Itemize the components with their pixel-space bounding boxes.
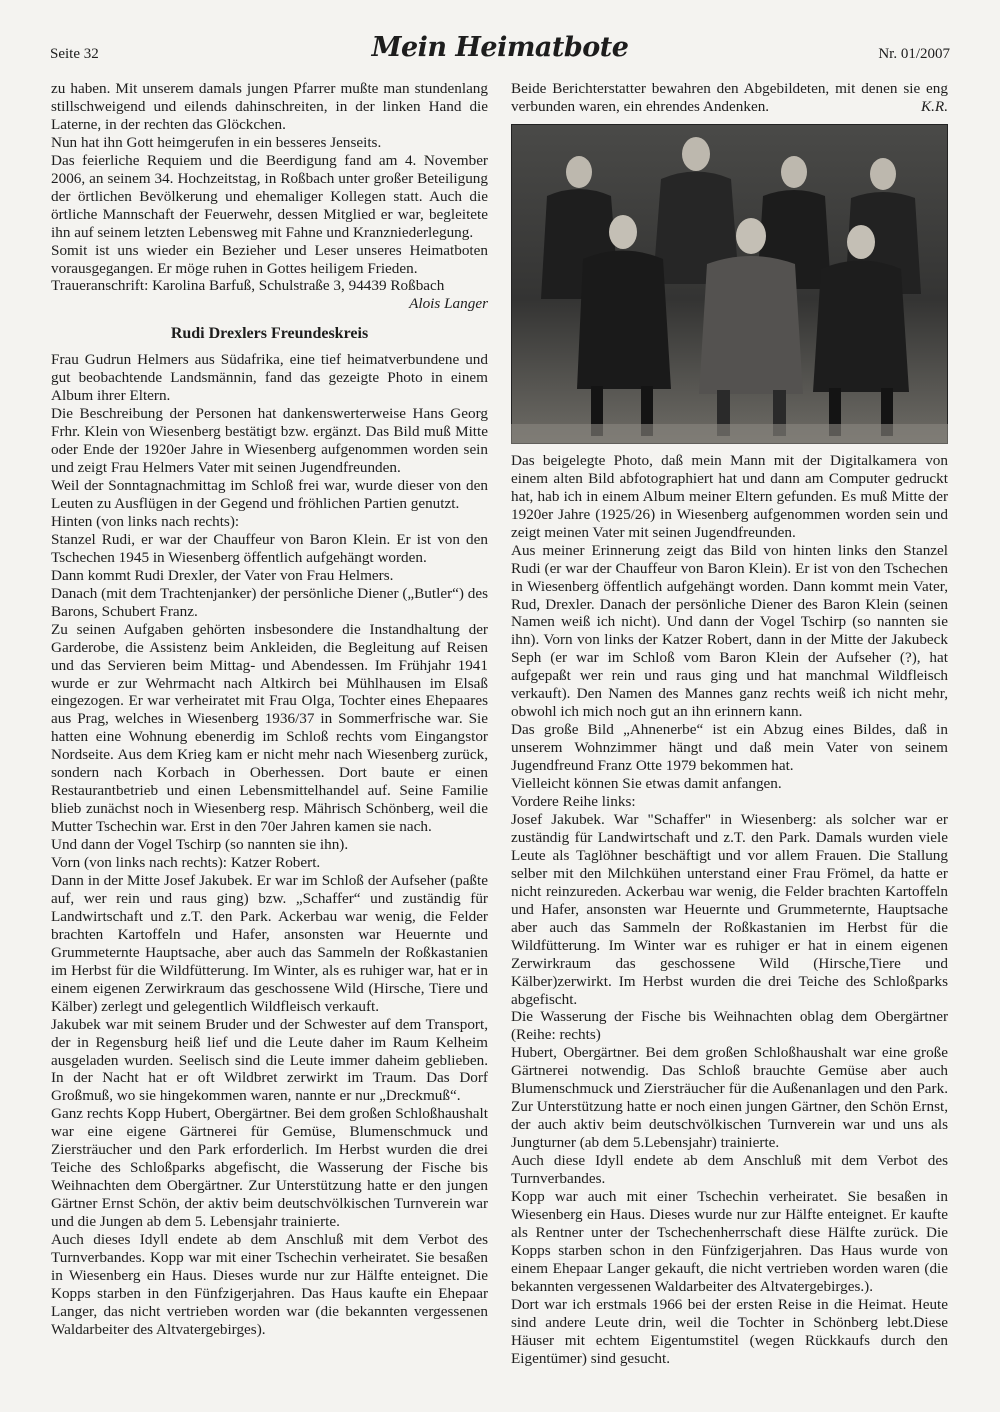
paragraph: Zu seinen Aufgaben gehörten insbesondere die Instandhaltung der Garderobe, die Assistenz beim Ankleiden, die Begleitung auf Reisen und das Servieren beim Mittag- und Abendessen. Im Frühjahr 1941 wurde er zur Wehrmacht nach Altkirch bei Mühlhausen im Elsaß eingezogen. Er war verheiratet mit Frau Olga, Tochter eines Ehepaares aus Prag, welches in Wiesenberg 1936/37 in Sommerfrische war. Sie hatten eine Wohnung ebenerdig im Schloß rechts vom Eingangstor Nordseite. Aus dem Krieg kam er nicht mehr nach Wiesenberg zurück, sondern nach Korbach in Oberhessen. Dort baute er einen Restaurantbetrieb und einen Lebensmittelhandel auf. Seine Familie blieb zunächst noch in Wiesenberg resp. Mährisch Schönberg, weil die Mutter Tschechin war. Erst in den 70er Jahren kamen sie nach. [51, 620, 488, 836]
group-photo [511, 124, 948, 444]
paragraph: Weil der Sonntagnachmittag im Schloß frei war, wurde dieser von den Leuten zu Ausflügen in der Gegend und fröhlichen Partien genutzt. [51, 477, 488, 512]
photo-floor [511, 424, 948, 444]
paragraph: Und dann der Vogel Tschirp (so nannten sie ihn). [51, 836, 349, 854]
paragraph: Das große Bild „Ahnenerbe“ ist ein Abzug eines Bildes, daß in unserem Wohnzimmer hängt und daß mein Vater von seinem Jugendfreund Franz Otte 1979 bekommen hat. [511, 721, 948, 775]
paragraph: Vorn (von links nach rechts): Katzer Robert. [51, 854, 321, 872]
author-signature: Alois Langer [409, 295, 488, 313]
masthead-logo: Mein Heimatbote [371, 32, 629, 63]
paragraph: Das feierliche Requiem und die Beerdigung fand am 4. November 2006, an seinem 34. Hochzeitstag, in Roßbach unter großer Beteiligung der örtlichen Bevölkerung und ehemaliger Kollegen statt. Auch die örtliche Mannschaft der Feuerwehr, dessen Mitglied er war, begleitete ihn auf seinem letzten Lebensweg mit Fahne und Kranzniederlegung. [51, 151, 488, 241]
paragraph-text: Beide Berichterstatter bewahren den Abgebildeten, mit denen sie eng verbunden waren, ein ehrendes Andenken. [511, 80, 948, 115]
page-number: Seite 32 [50, 46, 99, 62]
page-header [50, 32, 950, 78]
paragraph: Ganz rechts Kopp Hubert, Obergärtner. Bei dem großen Schloßhaushalt war eine eigene Gärtnerei für Gemüse, Blumenschmuck und Ziersträucher und den Park erforderlich. Im Herbst wurden die drei Teiche des Schloßparks abgefischt, die Wasserung der Fische bis Weihnachten dem Obergärtner. Zur Unterstützung hatte er den jungen Gärtner Ernst Schön, der aktiv beim deutschvölkischen Turnverein war und die Jungen ab dem 5. Lebensjahr trainierte. [51, 1105, 488, 1231]
paragraph: Traueranschrift: Karolina Barfuß, Schulstraße 3, 94439 Roßbach [51, 277, 445, 295]
paragraph: Auch diese Idyll endete ab dem Anschluß mit dem Verbot des Turnverbandes. [511, 1152, 948, 1188]
paragraph: Frau Gudrun Helmers aus Südafrika, eine tief heimatverbundene und gut beobachtende Landsmännin, fand das gezeigte Photo in einem Album ihrer Eltern. [51, 351, 488, 405]
paragraph: zu haben. Mit unserem damals jungen Pfarrer mußte man stundenlang stillschweigend und eilends dahinschreiten, in der linken Hand die Laterne, in der rechten das Glöckchen. [51, 80, 488, 133]
paragraph [511, 80, 948, 116]
paragraph: Die Beschreibung der Personen hat dankenswerterweise Hans Georg Frhr. Klein von Wiesenberg bestätigt bzw. ergänzt. Das Bild muß Mitte oder Ende der 1920er Jahre in Wiesenberg aufgenommen worden sein und zeigt Frau Helmers Vater mit seinen Jugendfreunden. [51, 405, 488, 477]
article-title: Rudi Drexlers Freundeskreis [170, 325, 369, 343]
paragraph: Auch dieses Idyll endete ab dem Anschluß mit dem Verbot des Turnverbandes. Kopp war mit einer Tschechin verheiratet. Sie besaßen in Wiesenberg ein Haus. Dieses wurde nur zur Hälfte enteignet. Die Kopps starben in den Fünfzigerjahren. Das Haus kaufte ein Ehepaar Langer, das nicht vertrieben worden war (die bekannten vergessenen Waldarbeiter des Altvatergebirges). [51, 1231, 488, 1338]
left-column [51, 80, 488, 1339]
paragraph: Das beigelegte Photo, daß mein Mann mit der Digitalkamera von einem alten Bild abfotographiert hat und dann am Computer gedruckt hat, hab ich in einem Album meiner Eltern gefunden. Es muß Mitte der 1920er Jahre (1925/26) in Wiesenberg aufgenommen worden sein und zeigt meinen Vater mit seinen Jugendfreunden. [511, 451, 948, 541]
paragraph: Die Wasserung der Fische bis Weihnachten oblag dem Obergärtner (Reihe: rechts) [511, 1008, 948, 1044]
paragraph: Danach (mit dem Trachtenjanker) der persönliche Diener („Butler“) des Barons, Schubert Franz. [51, 584, 488, 620]
paragraph: Hubert, Obergärtner. Bei dem großen Schloßhaushalt war eine große Gärtnerei notwendig. Das Schloß brauchte Gemüse aber auch Blumenschmuck und Ziersträucher für die Außenanlagen und den Park. Zur Unterstützung hatte er noch einen jungen Gärtner, den Schön Ernst, der auch aktiv beim deutschvölkischen Turnverein war und uns als Jungturner (ab dem 5.Lebensjahr) trainierte. [511, 1044, 948, 1152]
paragraph: Hinten (von links nach rechts): [51, 512, 240, 530]
paragraph: Josef Jakubek. War "Schaffer" in Wiesenberg: als solcher war er zuständig für Landwirtschaft und z.T. den Park. Damals wurden viele Leute als Taglöhner beschäftigt und vor allem Frauen. Die Stallung selber mit den Milchkühen unterstand einer Frau Frömel, da hatte er nicht reinzureden. Ackerbau war wenig, die Felder brachten Kartoffeln und Hafer, ansonsten war Heuernte und Grummeternte, Hauptsache aber auch das Sammeln der Roßkastanien im Herbst für die Wildfütterung. Im Winter war es ruhiger er hat in einem eigenen Zerwirkraum das geschossene Wild (Hirsche,Tiere und Kälber)zerwirkt. Im Herbst wurden die drei Teiche des Schloßparks abgefischt. [511, 810, 948, 1008]
paragraph: Vielleicht können Sie etwas damit anfangen. [511, 775, 782, 793]
paragraph: Jakubek war mit seinem Bruder und der Schwester auf dem Transport, der in Regensburg heiß lief und die Leute daher im Raum Kelheim ausgeladen wurden. Seelisch sind die Leute immer daheim geblieben. In der Nacht hat er oft Wildbret zerwirkt im Traum. Das Dorf Großmuß, wo sie hingekommen waren, nannte er nur „Dreckmuß“. [51, 1015, 488, 1105]
paragraph: Dann kommt Rudi Drexler, der Vater von Frau Helmers. [51, 566, 394, 584]
paragraph: Kopp war auch mit einer Tschechin verheiratet. Sie besaßen in Wiesenberg ein Haus. Dieses wurde nur zur Hälfte enteignet. Er kaufte als Rentner unter der Tschechenherrschaft diese Hälfte zurück. Die Kopps starben schon in den Fünfzigerjahren. Das Haus wurde von einem Ehepaar Langer gekauft, die nicht vertrieben worden waren (die bekannten vergessenen Waldarbeiter des Altvatergebirges.). [511, 1187, 948, 1295]
paragraph: Dort war ich erstmals 1966 bei der ersten Reise in die Heimat. Heute sind andere Leute drin, weil die Tochter in Schönberg lebt.Diese Häuser mit echtem Eigentumstitel (wegen Rückkaufs durch den Eigentümer) sind gesucht. [511, 1295, 948, 1367]
paragraph: Dann in der Mitte Josef Jakubek. Er war im Schloß der Aufseher (paßte auf, wer rein und raus ging) bzw. „Schaffer“ und zuständig für Landwirtschaft und z.T. den Park. Ackerbau war wenig, die Felder brachten Kartoffeln und Hafer, ansonsten war Heuernte und Grummeternte Hauptsache, aber auch das Sammeln der Roßkastanien im Herbst für die Wildfütterung. Im Winter, als es ruhiger war, hat er in einem eigenen Zerwirkraum das geschossene Wild (Hirsche, Tiere und Kälber) zerlegt und gelegentlich Wildfleisch verkauft. [51, 871, 488, 1015]
paragraph: Stanzel Rudi, er war der Chauffeur von Baron Klein. Er ist von den Tschechen 1945 in Wiesenberg öffentlich aufgehängt worden. [51, 530, 488, 566]
paragraph: Nun hat ihn Gott heimgerufen in ein besseres Jenseits. [51, 133, 382, 151]
right-column [511, 80, 948, 1368]
paragraph: Vordere Reihe links: [511, 793, 636, 811]
paragraph: Aus meiner Erinnerung zeigt das Bild von hinten links den Stanzel Rudi (er war der Chauffeur von Baron Klein). Er ist von den Tschechen in Wiesenberg öffentlich aufgehängt worden. Dann kommt mein Vater, Rud, Drexler. Danach der persönliche Diener des Baron Klein (seinen Namen weiß ich nicht). Und dann der Vogel Tschirp (so nannten sie ihn). Vorn von links der Katzer Robert, dann in der Mitte der Jakubeck Seph (er war im Schloß vom Baron Klein der Aufseher (?), hat aufgepaßt wer rein und raus ging und hat manchmal Wildfleisch verkauft). Den Namen des Mannes ganz rechts weiß ich nicht mehr, obwohl ich mich noch gut an ihn erinnern kann. [511, 541, 948, 721]
author-initials: K.R. [920, 97, 948, 115]
group-photo-image [511, 124, 948, 444]
paragraph: Somit ist uns wieder ein Bezieher und Leser unseres Heimatboten vorausgegangen. Er möge ruhen in Gottes heiligem Frieden. [51, 241, 488, 277]
issue-number: Nr. 01/2007 [878, 46, 950, 62]
